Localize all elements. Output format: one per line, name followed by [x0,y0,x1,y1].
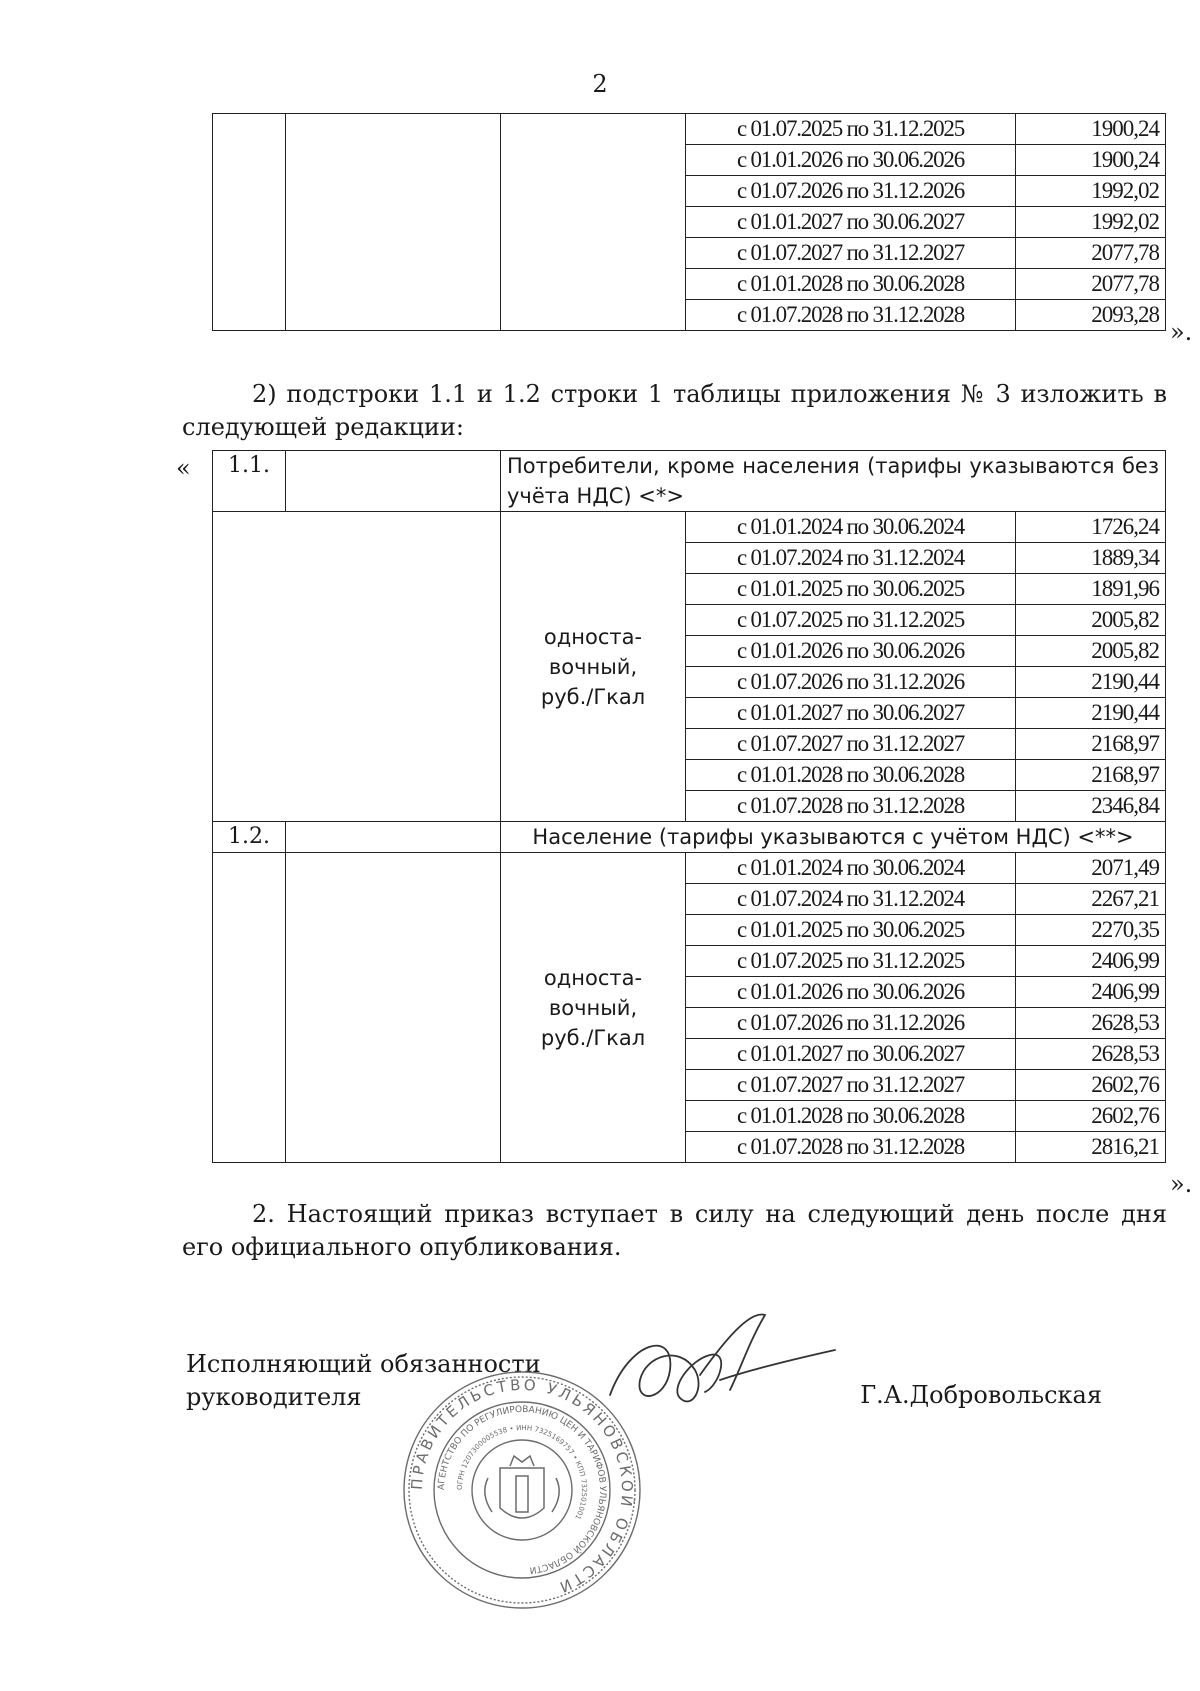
tariff-value-cell: 2077,78 [1016,238,1166,269]
merged-empty-cell [213,512,501,822]
tariff-value-cell: 2602,76 [1016,1101,1166,1132]
period-cell: с 01.07.2025 по 31.12.2025 [686,946,1016,977]
period-cell: с 01.01.2027 по 30.06.2027 [686,207,1016,238]
tariff-value-cell: 1726,24 [1016,512,1166,543]
closing-quote-2: ». [1170,1170,1193,1198]
unit-cell [501,512,686,822]
period-cell: с 01.01.2024 по 30.06.2024 [686,512,1016,543]
period-cell: с 01.01.2026 по 30.06.2026 [686,636,1016,667]
seal-outer-text: ПРАВИТЕЛЬСТВО УЛЬЯНОВСКОЙ ОБЛАСТИ [407,1375,637,1598]
period-cell: с 01.01.2024 по 30.06.2024 [686,853,1016,884]
unit-text: руб./Гкал [540,684,646,709]
unit-cell [501,853,686,1163]
signatory-name: Г.А.Добровольская [860,1381,1102,1409]
unit-text: руб./Гкал [540,1025,646,1050]
group-header-row [213,822,1166,853]
unit-text: вочный, [548,995,638,1020]
signatory-position-line2: руководителя [186,1383,362,1411]
period-cell: с 01.01.2028 по 30.06.2028 [686,1101,1016,1132]
opening-quote: « [176,454,191,482]
period-cell: с 01.07.2028 по 31.12.2028 [686,791,1016,822]
tariff-value-cell: 2270,35 [1016,915,1166,946]
closing-quote: ». [1170,318,1193,346]
tariff-value-cell: 2628,53 [1016,1008,1166,1039]
group-title: Потребители, кроме населения (тарифы указываются без учёта НДС) <*> [501,451,1166,512]
merged-cell-number [213,114,286,331]
tariff-value-cell: 1992,02 [1016,207,1166,238]
tariff-value-cell: 2190,44 [1016,667,1166,698]
tariff-value-cell: 1889,34 [1016,543,1166,574]
group-header-row [213,451,1166,512]
coat-of-arms-icon [485,1456,559,1518]
tariff-table-continuation [212,113,1166,331]
tariff-value-cell: 2071,49 [1016,853,1166,884]
merged-empty-name [286,853,501,1163]
tariff-value-cell: 1900,24 [1016,145,1166,176]
period-cell: с 01.01.2027 по 30.06.2027 [686,698,1016,729]
tariff-table-replacement [212,450,1166,1163]
page-number: 2 [592,70,608,98]
period-cell: с 01.01.2025 по 30.06.2025 [686,915,1016,946]
period-cell: с 01.07.2024 по 31.12.2024 [686,543,1016,574]
period-cell: с 01.07.2024 по 31.12.2024 [686,884,1016,915]
tariff-value-cell: 2077,78 [1016,269,1166,300]
seal-codes-text: ОГРН 1207300005538 • ИНН 7325169757 • КПП 732501001 [455,1423,589,1521]
tariff-value-cell: 2628,53 [1016,1039,1166,1070]
tariff-value-cell: 1891,96 [1016,574,1166,605]
tariff-value-cell: 2267,21 [1016,884,1166,915]
period-cell: с 01.01.2026 по 30.06.2026 [686,145,1016,176]
empty-name-cell [286,451,501,512]
signatory-position-line1: Исполняющий обязанности [186,1350,541,1378]
period-cell: с 01.07.2027 по 31.12.2027 [686,238,1016,269]
period-cell: с 01.07.2026 по 31.12.2026 [686,176,1016,207]
period-cell: с 01.07.2026 по 31.12.2026 [686,667,1016,698]
period-cell: с 01.01.2027 по 30.06.2027 [686,1039,1016,1070]
tariff-value-cell: 2093,28 [1016,300,1166,331]
tariff-value-cell: 2602,76 [1016,1070,1166,1101]
tariff-value-cell: 1992,02 [1016,176,1166,207]
group-title: Население (тарифы указываются с учётом НДС) <**> [501,822,1166,853]
empty-name-cell [286,822,501,853]
table-row [213,853,1166,884]
table-row [213,512,1166,543]
period-cell: с 01.07.2027 по 31.12.2027 [686,729,1016,760]
tariff-value-cell: 2406,99 [1016,946,1166,977]
tariff-value-cell: 2168,97 [1016,729,1166,760]
period-cell: с 01.07.2028 по 31.12.2028 [686,1132,1016,1163]
period-cell: с 01.01.2025 по 30.06.2025 [686,574,1016,605]
tariff-value-cell: 2005,82 [1016,636,1166,667]
seal-inner-text: АГЕНТСТВО ПО РЕГУЛИРОВАНИЮ ЦЕН И ТАРИФОВ УЛЬЯНОВСКОЙ ОБЛАСТИ [436,1404,608,1575]
table-row [213,114,1166,145]
period-cell: с 01.07.2028 по 31.12.2028 [686,300,1016,331]
merged-cell-unit [501,114,686,331]
row-number: 1.1. [213,451,286,512]
period-cell: с 01.07.2026 по 31.12.2026 [686,1008,1016,1039]
tariff-value-cell: 2005,82 [1016,605,1166,636]
unit-text: вочный, [548,654,638,679]
tariff-value-cell: 2190,44 [1016,698,1166,729]
tariff-value-cell: 2406,99 [1016,977,1166,1008]
effective-date-paragraph: 2. Настоящий приказ вступает в силу на следующий день после дня его официального опубликования. [182,1200,1167,1261]
row-number: 1.2. [213,822,286,853]
period-cell: с 01.01.2028 по 30.06.2028 [686,760,1016,791]
amendment-paragraph: 2) подстроки 1.1 и 1.2 строки 1 таблицы приложения № 3 изложить в следующей редакции: [182,380,1167,441]
tariff-value-cell: 2816,21 [1016,1132,1166,1163]
period-cell: с 01.01.2028 по 30.06.2028 [686,269,1016,300]
period-cell: с 01.01.2026 по 30.06.2026 [686,977,1016,1008]
tariff-value-cell: 1900,24 [1016,114,1166,145]
tariff-value-cell: 2346,84 [1016,791,1166,822]
handwritten-signature [600,1300,840,1430]
period-cell: с 01.07.2027 по 31.12.2027 [686,1070,1016,1101]
merged-cell-name [286,114,501,331]
period-cell: с 01.07.2025 по 31.12.2025 [686,114,1016,145]
unit-text: односта- [543,965,643,990]
tariff-value-cell: 2168,97 [1016,760,1166,791]
unit-text: односта- [543,624,643,649]
period-cell: с 01.07.2025 по 31.12.2025 [686,605,1016,636]
merged-empty-number [213,853,286,1163]
